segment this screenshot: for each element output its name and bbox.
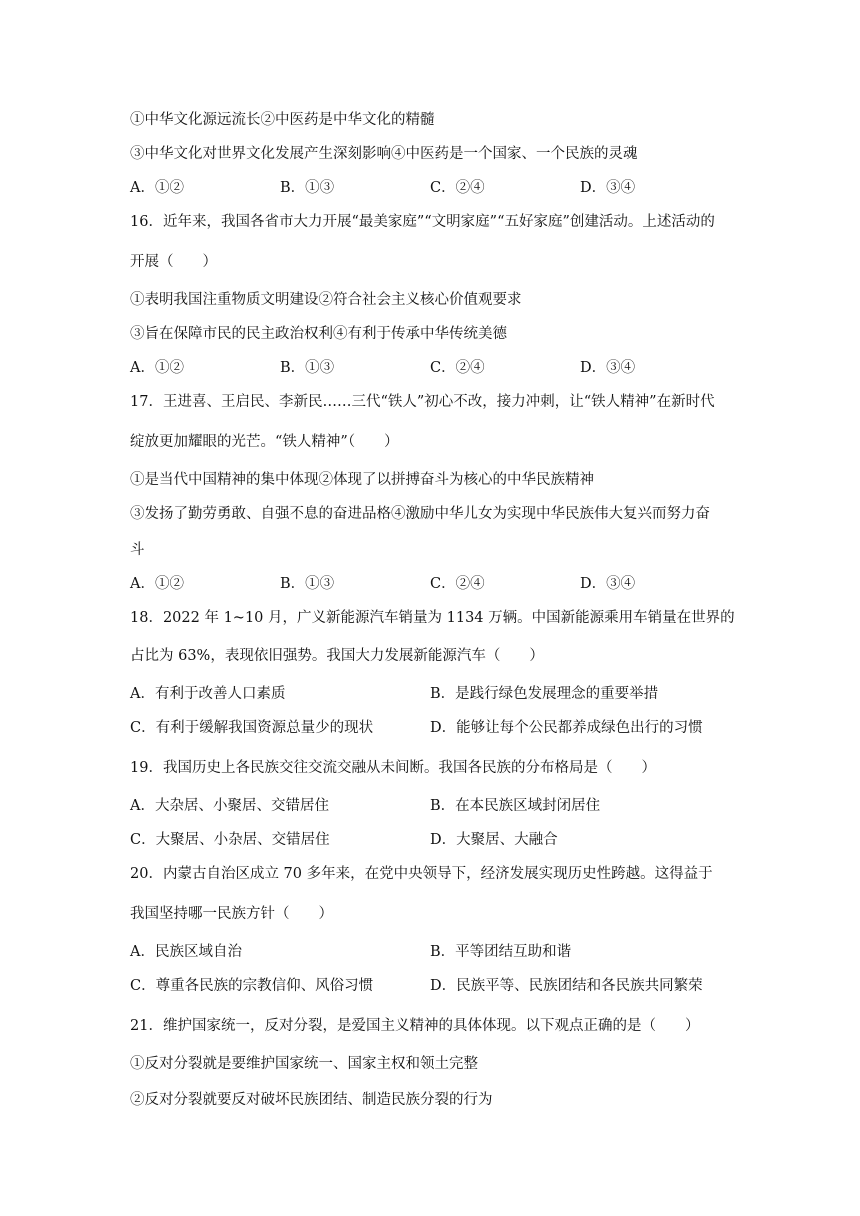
q16-option-b: B．①③ (280, 360, 335, 376)
q19-option-c: C．大聚居、小杂居、交错居住 (130, 832, 330, 848)
q20-options-row-1 (130, 942, 730, 962)
q15-options (130, 178, 730, 198)
q20-option-a: A．民族区域自治 (130, 944, 242, 960)
q16-option-a: A．①② (130, 360, 184, 376)
q16-stem-line-2: 开展（ ） (130, 254, 217, 270)
q18-stem-line-1: 18．2022 年 1~10 月，广义新能源汽车销量为 1134 万辆。中国新能源乘用车销量在世界的 (130, 610, 735, 626)
q18-option-c: C．有利于缓解我国资源总量少的现状 (130, 720, 374, 736)
q19-options-row-2 (130, 830, 730, 850)
q15-option-d: D．③④ (580, 180, 636, 196)
q19-option-d: D．大聚居、大融合 (430, 832, 558, 848)
q19-stem: 19．我国历史上各民族交往交流交融从未间断。我国各民族的分布格局是（ ） (130, 760, 656, 776)
q15-option-a: A．①② (130, 180, 184, 196)
q18-option-b: B．是践行绿色发展理念的重要举措 (430, 686, 659, 702)
q18-stem-line-2: 占比为 63%，表现依旧强势。我国大力发展新能源汽车（ ） (130, 648, 544, 664)
q17-stem-line-1: 17．王进喜、王启民、李新民……三代“铁人”初心不改，接力冲刺，让“铁人精神”在新时代 (130, 394, 715, 410)
q20-option-c: C．尊重各民族的宗教信仰、风俗习惯 (130, 978, 374, 994)
q16-option-d: D．③④ (580, 360, 636, 376)
q20-option-b: B．平等团结互助和谐 (430, 944, 572, 960)
q16-options (130, 358, 730, 378)
q15-statement-1-2: ①中华文化源远流长②中医药是中华文化的精髓 (130, 112, 435, 128)
q20-option-d: D．民族平等、民族团结和各民族共同繁荣 (430, 978, 703, 994)
q21-statement-1: ①反对分裂就是要维护国家统一、国家主权和领土完整 (130, 1056, 478, 1072)
q19-option-a: A．大杂居、小聚居、交错居住 (130, 798, 329, 814)
q18-options-row-1 (130, 684, 730, 704)
q16-option-c: C．②④ (430, 360, 485, 376)
q18-options-row-2 (130, 718, 730, 738)
q20-options-row-2 (130, 976, 730, 996)
q17-option-b: B．①③ (280, 576, 335, 592)
q17-statement-1-2: ①是当代中国精神的集中体现②体现了以拼搏奋斗为核心的中华民族精神 (130, 472, 594, 488)
q16-stem-line-1: 16．近年来，我国各省市大力开展“最美家庭”“文明家庭”“五好家庭”创建活动。上述活动的 (130, 214, 715, 230)
q17-option-c: C．②④ (430, 576, 485, 592)
q17-stem-line-2: 绽放更加耀眼的光芒。“铁人精神”（ ） (130, 434, 399, 450)
q16-statement-1-2: ①表明我国注重物质文明建设②符合社会主义核心价值观要求 (130, 292, 522, 308)
q21-stem: 21．维护国家统一，反对分裂，是爱国主义精神的具体体现。以下观点正确的是（ ） (130, 1018, 700, 1034)
q19-option-b: B．在本民族区域封闭居住 (430, 798, 601, 814)
q16-statement-3-4: ③旨在保障市民的民主政治权利④有利于传承中华传统美德 (130, 326, 507, 342)
q19-options-row-1 (130, 796, 730, 816)
q17-options (130, 574, 730, 594)
q15-option-c: C．②④ (430, 180, 485, 196)
q17-option-a: A．①② (130, 576, 184, 592)
q17-option-d: D．③④ (580, 576, 636, 592)
q20-stem-line-1: 20．内蒙古自治区成立 70 多年来，在党中央领导下，经济发展实现历史性跨越。这得益于 (130, 866, 713, 882)
q15-option-b: B．①③ (280, 180, 335, 196)
q18-option-d: D．能够让每个公民都养成绿色出行的习惯 (430, 720, 703, 736)
q15-statement-3-4: ③中华文化对世界文化发展产生深刻影响④中医药是一个国家、一个民族的灵魂 (130, 146, 638, 162)
q17-statement-3-4: ③发扬了勤劳勇敢、自强不息的奋进品格④激励中华儿女为实现中华民族伟大复兴而努力奋 (130, 506, 710, 522)
q17-statement-4-cont: 斗 (130, 542, 145, 558)
q21-statement-2: ②反对分裂就要反对破坏民族团结、制造民族分裂的行为 (130, 1092, 493, 1108)
q18-option-a: A．有利于改善人口素质 (130, 686, 286, 702)
q20-stem-line-2: 我国坚持哪一民族方针（ ） (130, 906, 333, 922)
